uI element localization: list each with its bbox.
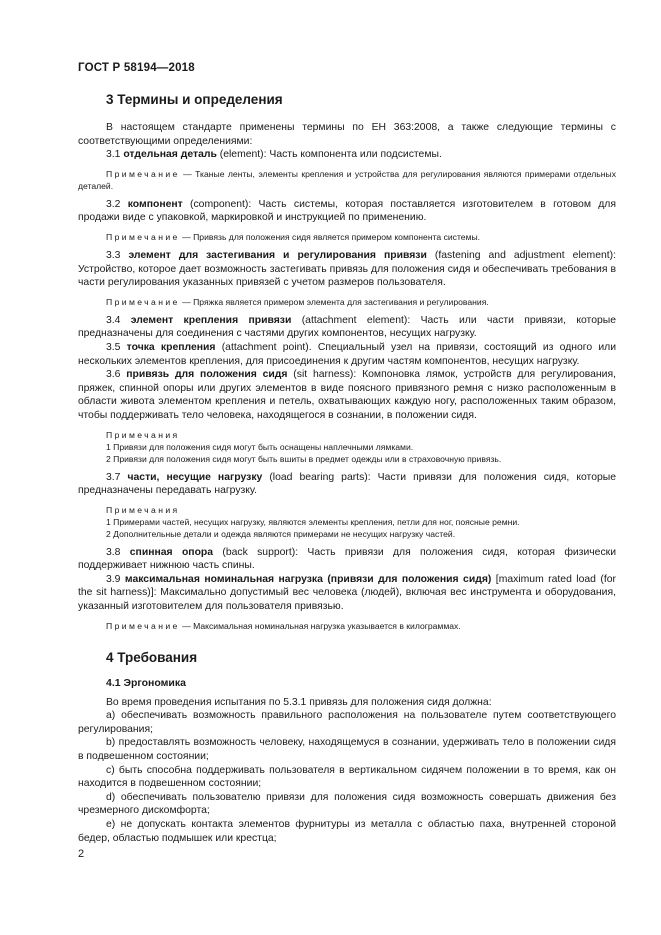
note-item: 1 Привязи для положения сидя могут быть оснащены наплечными лямками. <box>106 441 414 452</box>
section-4-title: 4 Требования <box>106 649 198 665</box>
note-item: 1 Примерами частей, несущих нагрузку, являются элементы крепления, петли для ног, поясные ремни. <box>106 516 520 527</box>
notes-heading: Примечания <box>106 504 180 515</box>
note-3-2: Примечание — Привязь для положения сидя является примером компонента системы. <box>106 231 481 242</box>
term-3-9: 3.9 максимальная номинальная нагрузка (привязи для положения сидя) [maximum rated load (for the sit harness)]: Максимально допустимый вес человека (людей), включая вес инструмента и оборудования, указанный изготовителем для пользователя привязью. <box>78 573 616 613</box>
term-3-2: 3.2 компонент (component): Часть системы, которая поставляется изготовителем в готовом для продажи виде с упаковкой, маркировкой и инструкцией по применению. <box>78 198 616 224</box>
term-3-6-name: привязь для положения сидя <box>126 369 288 381</box>
term-3-1: 3.1 отдельная деталь (element): Часть компонента или подсистемы. <box>106 149 442 161</box>
term-3-6: 3.6 привязь для положения сидя (sit harness): Компоновка лямок, устройств для регулирования, пряжек, спинной опоры или других элементов в виде поясного привязного ремня с низко расположенным в области живота элементом крепления и петель, охватывающих каждую ногу, расположенных таким образом, чтобы поддерживать тело человека, находящегося в сознании, в положении сидя. <box>78 369 616 421</box>
standard-code-header: ГОСТ Р 58194—2018 <box>78 62 195 74</box>
requirement-item-a: а) обеспечивать возможность правильного расположения на пользователе путем соответствующего регулирования; <box>78 710 616 735</box>
note-3-9: Примечание — Максимальная номинальная нагрузка указывается в килограммах. <box>106 620 461 631</box>
note-3-1: Примечание — Тканые ленты, элементы крепления и устройства для регулирования являются примерами отдельных деталей. <box>78 168 616 191</box>
requirement-item-d: d) обеспечивать пользователю привязи для положения сидя возможность совершать движения без чрезмерного дискомфорта; <box>78 791 616 817</box>
note-item: 2 Привязи для положения сидя могут быть вшиты в предмет одежды или в страховочную привязь. <box>106 453 502 464</box>
page-content <box>78 92 616 845</box>
term-3-3-name: элемент для застегивания и регулирования привязи <box>128 249 427 261</box>
page-number: 2 <box>78 848 85 860</box>
term-3-5-name: точка крепления <box>126 341 216 353</box>
note-item: 2 Дополнительные детали и одежда являются примерами не несущих нагрузку частей. <box>106 528 456 539</box>
requirement-item-b: b) предоставлять возможность человеку, находящемуся в сознании, удерживать тело в положении сидя в подвешенном состоянии; <box>78 737 616 763</box>
term-3-8: 3.8 спинная опора (back support): Часть привязи для положения сидя, которая физически поддерживает нижнюю часть спины. <box>78 546 616 572</box>
notes-3-6 <box>78 429 616 465</box>
term-3-1-name: отдельная деталь <box>123 149 217 161</box>
term-3-4-name: элемент крепления привязи <box>130 314 292 326</box>
section-3-intro: В настоящем стандарте применены термины по ЕН 363:2008, а также следующие термины с соответствующими определениями: <box>78 122 616 147</box>
subsection-4-1-title: 4.1 Эргономика <box>106 676 186 689</box>
term-3-8-name: спинная опора <box>129 546 214 558</box>
term-3-9-name: максимальная номинальная нагрузка (привязи для положения сидя) <box>124 573 492 585</box>
term-3-7-name: части, несущие нагрузку <box>127 471 263 483</box>
term-3-4: 3.4 элемент крепления привязи (attachment element): Часть или части привязи, которые предназначены для соединения с частями других компонентов, несущих нагрузку. <box>78 314 616 340</box>
notes-heading: Примечания <box>106 429 180 440</box>
term-3-2-name: компонент <box>127 198 183 210</box>
term-3-3: 3.3 элемент для застегивания и регулирования привязи (fastening and adjustment element): Устройство, которое дает возможность застегивать привязь для положения сидя и обеспечивать требования в части регулирования указанных привязей с учетом размеров пользователя. <box>78 249 616 289</box>
section-3-title: 3 Термины и определения <box>106 92 283 107</box>
requirement-item-e: е) не допускать контакта элементов фурнитуры из металла с областью паха, внутренней стороной бедер, областью подмышек или крестца; <box>78 819 616 844</box>
requirement-item-c: с) быть способна поддерживать пользователя в вертикальном сидячем положении в то время, как он находится в подвешенном состоянии; <box>78 764 616 790</box>
note-3-3: Примечание — Пряжка является примером элемента для застегивания и регулирования. <box>106 296 489 307</box>
section-4-1-intro: Во время проведения испытания по 5.3.1 привязь для положения сидя должна: <box>106 696 492 708</box>
term-3-5: 3.5 точка крепления (attachment point). Специальный узел на привязи, состоящий из одного или нескольких элементов крепления, для присоединения к другим частям компонентов, несущих нагрузку. <box>78 341 616 367</box>
notes-3-7 <box>78 504 616 540</box>
term-3-7: 3.7 части, несущие нагрузку (load bearing parts): Части привязи для положения сидя, которые предназначены передавать нагрузку. <box>78 471 616 497</box>
